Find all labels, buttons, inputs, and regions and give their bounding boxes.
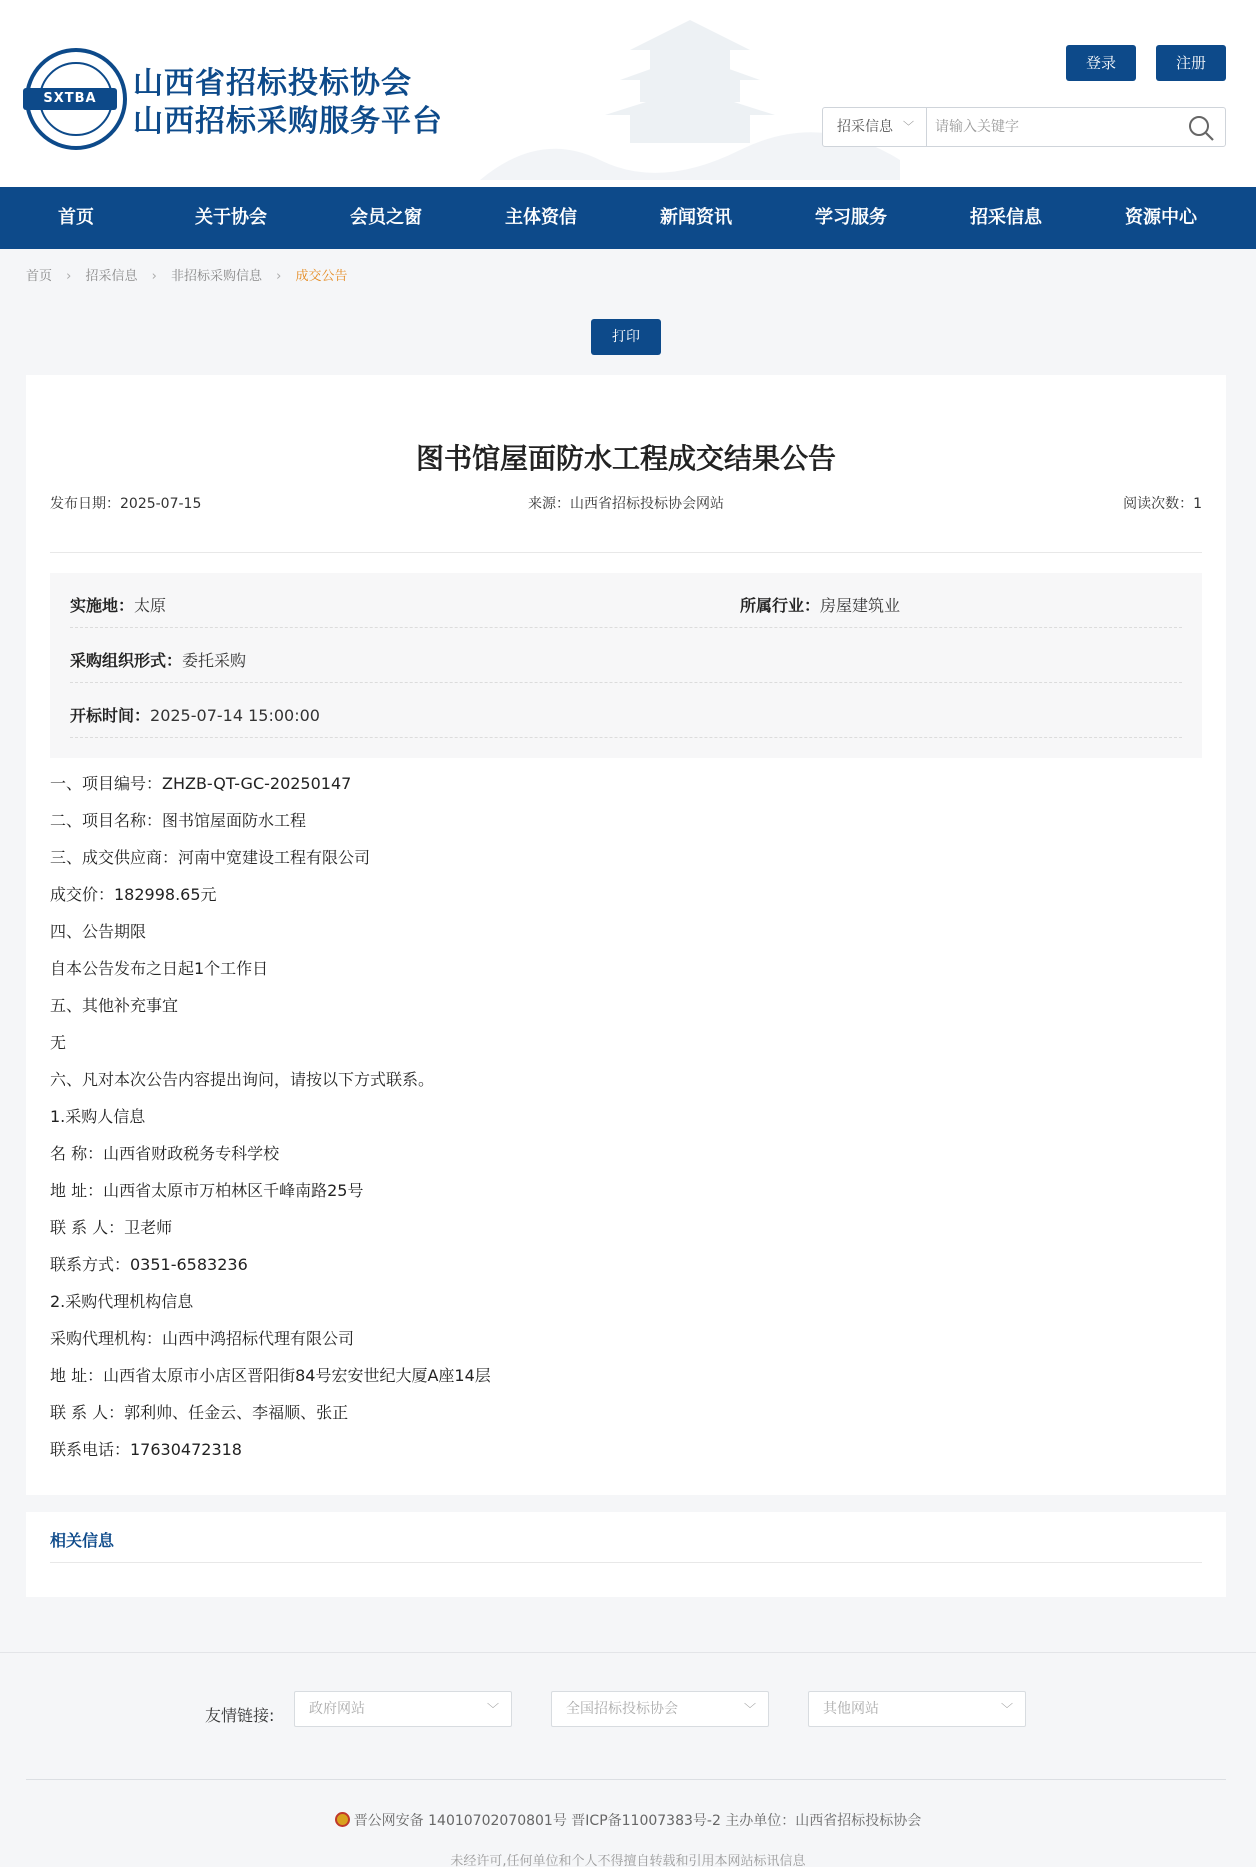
body-line: 联系方式：0351-6583236: [50, 1255, 248, 1274]
site-footer: [0, 1652, 1256, 1867]
select-value: 政府网站: [309, 1701, 365, 1717]
info-value: 委托采购: [182, 651, 247, 670]
info-box: [50, 573, 1202, 758]
footer-divider: [26, 1779, 1226, 1780]
info-value: 房屋建筑业: [820, 596, 901, 615]
chevron-right-icon: ›: [151, 269, 157, 284]
body-line: 成交价：182998.65元: [50, 885, 217, 904]
article-body: [50, 765, 1202, 1468]
logo-text: SXTBA: [23, 88, 117, 110]
record-text[interactable]: 晋公网安备 14010702070801号 晋ICP备11007383号-2 主办单位：山西省招标投标协会: [353, 1813, 922, 1829]
chevron-right-icon: ›: [276, 269, 282, 284]
body-line: 二、项目名称：图书馆屋面防水工程: [50, 811, 307, 830]
body-line: 联 系 人：卫老师: [50, 1218, 173, 1237]
breadcrumb: [26, 265, 348, 284]
body-line: 三、成交供应商：河南中宽建设工程有限公司: [50, 848, 371, 867]
body-line: 四、公告期限: [50, 922, 147, 941]
pagoda-background-icon: [480, 10, 900, 180]
breadcrumb-procurement[interactable]: 招采信息: [85, 269, 138, 284]
body-line: 地 址：山西省太原市万柏林区千峰南路25号: [50, 1181, 364, 1200]
police-badge-icon: [335, 1812, 350, 1827]
nav-item-learning[interactable]: 学习服务: [815, 207, 887, 228]
info-industry: [740, 593, 900, 616]
national-assoc-select[interactable]: [551, 1691, 769, 1727]
footer-copyright: 未经许可,任何单位和个人不得擅自转载和引用本网站标讯信息: [450, 1854, 806, 1867]
body-line: 联系电话：17630472318: [50, 1440, 242, 1459]
body-line: 联 系 人：郭利帅、任金云、李福顺、张正: [50, 1403, 349, 1422]
info-value: 太原: [134, 596, 167, 615]
related-section: [26, 1512, 1226, 1597]
nav-item-procurement[interactable]: 招采信息: [970, 207, 1042, 228]
body-line: 名 称：山西省财政税务专科学校: [50, 1144, 280, 1163]
body-line: 采购代理机构：山西中鸿招标代理有限公司: [50, 1329, 355, 1348]
friend-links-label: 友情链接:: [205, 1706, 275, 1725]
search-icon[interactable]: [1187, 114, 1215, 142]
info-open-time: [70, 703, 320, 726]
search-category-select[interactable]: [823, 108, 927, 146]
related-divider: [50, 1562, 1202, 1563]
print-button[interactable]: 打印: [591, 319, 661, 355]
body-line: 无: [50, 1033, 67, 1052]
nav-item-news[interactable]: 新闻资讯: [660, 207, 732, 228]
breadcrumb-non-tender[interactable]: 非招标采购信息: [171, 269, 263, 284]
article-title: 图书馆屋面防水工程成交结果公告: [415, 442, 836, 475]
info-value: 2025-07-14 15:00:00: [150, 706, 320, 725]
chevron-down-icon: ﹀: [1000, 1702, 1013, 1716]
breadcrumb-home[interactable]: 首页: [26, 269, 53, 284]
breadcrumb-current: 成交公告: [295, 269, 348, 284]
search-input[interactable]: [935, 108, 1175, 146]
site-title-line1: 山西省招标投标协会: [133, 66, 412, 101]
site-logo[interactable]: [25, 48, 127, 150]
gov-sites-select[interactable]: [294, 1691, 512, 1727]
info-row: [70, 683, 1182, 738]
footer-record: [0, 1810, 1256, 1830]
body-line: 地 址：山西省太原市小店区晋阳街84号宏安世纪大厦A座14层: [50, 1366, 491, 1385]
info-location: [70, 593, 166, 616]
info-row: [70, 573, 1182, 628]
select-value: 全国招标投标协会: [566, 1701, 678, 1717]
login-button[interactable]: 登录: [1066, 45, 1136, 81]
register-button[interactable]: 注册: [1156, 45, 1226, 81]
nav-item-resources[interactable]: 资源中心: [1125, 207, 1197, 228]
info-label: 开标时间：: [70, 706, 151, 725]
select-value: 其他网站: [823, 1701, 879, 1717]
chevron-down-icon: ﹀: [903, 120, 914, 133]
info-row: [70, 628, 1182, 683]
body-line: 五、其他补充事宜: [50, 996, 179, 1015]
main-nav: [0, 187, 1256, 249]
info-label: 实施地：: [70, 596, 135, 615]
chevron-down-icon: ﹀: [486, 1702, 499, 1716]
read-count: 阅读次数：1: [1123, 496, 1202, 512]
related-title: 相关信息: [50, 1531, 115, 1550]
info-label: 采购组织形式：: [70, 651, 183, 670]
body-line: 一、项目编号：ZHZB-QT-GC-20250147: [50, 774, 352, 793]
site-header: [0, 0, 1256, 187]
nav-item-about[interactable]: 关于协会: [195, 207, 267, 228]
info-org-form: [70, 648, 246, 671]
article-card: [26, 375, 1226, 1495]
info-label: 所属行业：: [740, 596, 821, 615]
body-line: 1.采购人信息: [50, 1107, 146, 1126]
article-source: 来源：山西省招标投标协会网站: [528, 496, 724, 512]
body-line: 2.采购代理机构信息: [50, 1292, 194, 1311]
search-bar: [822, 107, 1226, 147]
other-sites-select[interactable]: [808, 1691, 1026, 1727]
chevron-right-icon: ›: [66, 269, 72, 284]
publish-date: 发布日期：2025-07-15: [50, 496, 202, 512]
search-category-label: 招采信息: [837, 119, 893, 135]
body-line: 自本公告发布之日起1个工作日: [50, 959, 269, 978]
chevron-down-icon: ﹀: [743, 1702, 756, 1716]
body-line: 六、凡对本次公告内容提出询问，请按以下方式联系。: [50, 1070, 435, 1089]
title-divider: [50, 552, 1202, 553]
nav-item-members[interactable]: 会员之窗: [350, 207, 422, 228]
site-title-line2: 山西招标采购服务平台: [133, 104, 443, 139]
nav-item-credit[interactable]: 主体资信: [505, 207, 577, 228]
nav-item-home[interactable]: 首页: [58, 207, 94, 228]
